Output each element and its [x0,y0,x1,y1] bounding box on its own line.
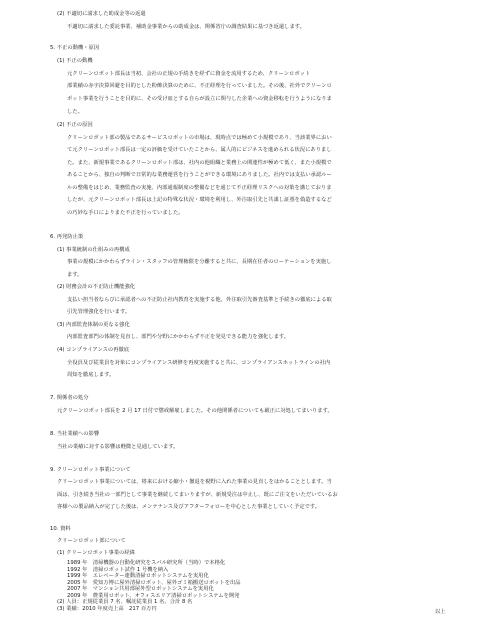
body-line: クリーンロボット部について [57,538,126,544]
subheading: (1) 不正の動機 [57,58,93,64]
body-line: 部業績の赤字決算回避を目的とした粉飾決算のために、不正経理を行っていました。その後、社外でクリーンロ [67,83,332,89]
section-heading: 5. 不正の動機・原因 [50,45,100,51]
body-line: した。 [67,109,83,115]
body-line: 元クリーンロボット部長を 2 月 17 日付で懲戒解雇しました。その他関係者についても厳正に対処してまいります。 [57,408,333,414]
section-heading: 6. 再発防止策 [50,234,84,240]
history-item: 2005 年 愛知万博に屋外清掃ロボット、屋外ゴミ箱搬送ロボットを出品 [67,579,241,586]
body-line: 全役員及び従業員を対象にコンプライアンス研修を再度実施すると共に、コンプライアンスホットラインの社内 [67,360,331,366]
section-heading: 9. クリーンロボット事業について [50,467,131,473]
body-line: 支払い担当者ならびに承認者への不正防止社内教育を実施する他、外注取引先審査基準と手続きの徹底による取 [67,297,332,303]
body-line: 面は、引き続き当社の一部門として事業を継続してまいりますが、新規受注は中止し、既にご注文をいただいているお [57,492,338,498]
staff-line: (2) 人員：正規従業員 7 名、嘱託従業員 1 名、合計 8 名 [57,599,193,605]
history-item: 1992 年 清掃ロボット試作 1 号機を納入 [67,566,169,573]
performance-line: (3) 業績：2010 年度売上高 217 百万円 [57,605,157,612]
body-line: の巧妙な手口によりまた不正を行っていました。 [67,210,184,216]
body-line: あることから、独自の判断で日常的な業務運営を行うことができる環境にありました。社内では支払い承認ルー [67,172,332,178]
history-item: 1999 年 エレベーター連動清掃ロボットシステムを実用化 [67,573,209,579]
subheading: (2) 不適切に請求した助成金等の返還 [57,11,146,17]
body-line: 周知を徹底します。 [67,372,115,378]
history-item: 1989 年 清掃機器の自動化研究をスバル研究所（当時）で本格化 [67,560,226,566]
body-line: 引先管理強化を行います。 [67,309,131,315]
body-line: 内部監査部門の体制を見直し、部門や分野にかかわらず不正を発見できる能力を強化します。 [67,334,290,340]
subheading: (4) コンプライアンスの再徹底 [57,347,130,353]
subheading: (2) 財務会計の不正防止機能強化 [57,284,136,290]
body-line: クリーンロボット事業については、将来における縮小・撤退を視野に入れた事業の見直しをはかることとします。当 [57,479,332,485]
body-line: ルの整備をはじめ、業務監査の実施、内部通報制度の整備などを通じて不正経理リスクへの対策を講じておりま [67,185,332,191]
body-line: 当社の業績に対する影響は軽微と見通しています。 [57,444,179,450]
subheading: (3) 内部監査体制の更なる強化 [57,322,130,328]
section-heading: 8. 当社業績への影響 [50,431,100,437]
subheading: (1) クリーンロボット事業の経緯 [57,550,135,556]
closing-mark: 以上 [435,609,446,615]
body-line: 客様への製品納入が完了した後は、メンテナンス及びアフターフォローを中心とした事業としていく予定です。 [57,504,321,510]
section-heading: 10. 資料 [50,526,71,532]
body-line: ボット事業を行うことを目的に、その受け皿とする自らが設立に関与した企業への資金移転を行うようになりま [67,96,332,102]
body-line: クリーンロボット部の製品であるサービスロボットの市場は、現時点では極めて小規模であり、当該業界におい [67,135,332,141]
body-line: て元クリーンロボット部長は一定の評価を受けていたことから、属人的にビジネスを進められる状況にありまし [67,147,332,153]
history-item: 2009 年 農業用ロボット、オフィスエリア清掃ロボットシステムを開発 [67,592,240,599]
section-heading: 7. 関係者の処分 [50,395,89,401]
subheading: (2) 不正の原因 [57,122,93,128]
body-line: た。また、新規事業であるクリーンロボット部は、社内の他組織と業務上の関連性が極めて低く、また小規模で [67,160,332,166]
body-line: したが、元クリーンロボット部長は上記の特殊な状況・環境を利用し、外注取引先と共謀し証憑を偽造するなど [67,197,332,203]
subheading: (1) 事業統制の仕組みの再構成 [57,247,130,253]
body-line: ます。 [67,272,83,278]
body-line: 事業の規模にかかわらずライン・スタッフの管理権限を分離すると共に、長期在任者のローテーションを実施し [67,259,332,265]
body-line: 不適切に請求した委託事業、補助金事業からの助成金は、関係省庁の調査結果に基づき返還します。 [67,24,305,30]
body-line: 元クリーンロボット部長は当初、会社の正規の手続きを経ずに資金を流用するため、クリーンロボット [67,71,311,77]
history-item: 2007 年 マンション共用部屋外型ロボットシステムを実用化 [67,586,214,592]
